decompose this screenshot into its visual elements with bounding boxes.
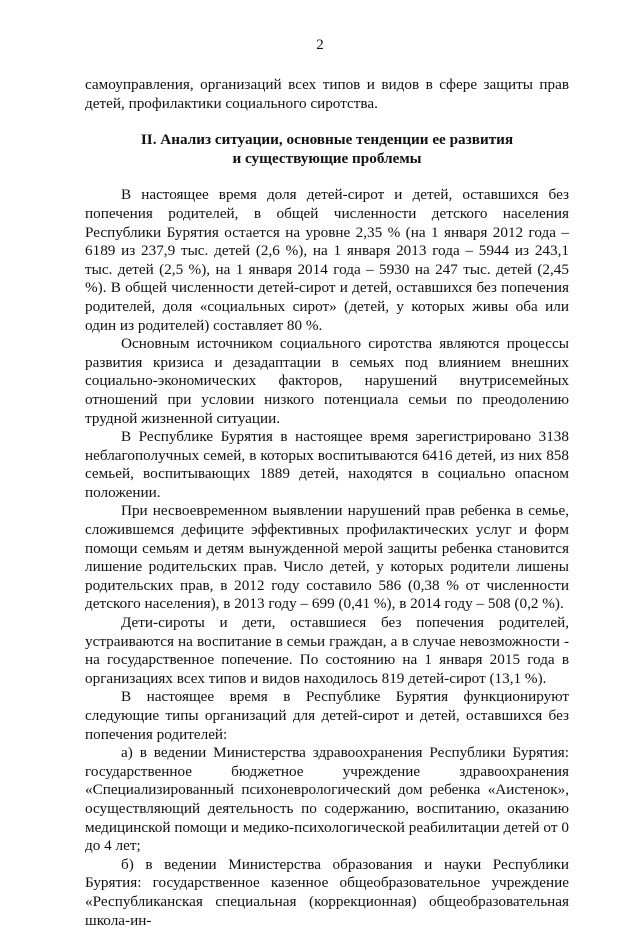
paragraph-placement: Дети-сироты и дети, оставшиеся без попечения родителей, устраиваются на воспитание в семьи граждан, а в случае невозможности - на государственное попечение. По состоянию на 1 января 2015 года в организациях всех типов и видов находилось 819 детей-сирот (13,1 %).	[85, 614, 569, 687]
section-heading-line-2: и существующие проблемы	[232, 149, 422, 167]
document-body	[85, 76, 569, 930]
paragraph-disadvantaged-families: В Республике Бурятия в настоящее время зарегистрировано 3138 неблагополучных семей, в которых воспитываются 6416 детей, из них 858 семьей, воспитывающих 1889 детей, находятся в социально опасном положении.	[85, 428, 569, 501]
paragraph-organization-types: В настоящее время в Республике Бурятия функционируют следующие типы организаций для детей-сирот и детей, оставшихся без попечения родителей:	[85, 688, 569, 743]
paragraph-social-orphanhood-source: Основным источником социального сиротства являются процессы развития кризиса и дезадаптации в семьях под влиянием внешних социально-экономических факторов, нарушений внутрисемейных отношений при условии низкого потенциала семьи по преодолению трудной жизненной ситуации.	[85, 335, 569, 427]
section-heading	[85, 131, 569, 168]
page-number: 2	[316, 37, 324, 53]
section-heading-line-1: II. Анализ ситуации, основные тенденции ее развития	[140, 131, 514, 149]
list-item-a: а) в ведении Министерства здравоохранения Республики Бурятия: государственное бюджетное учреждение здравоохранения «Специализированный психоневрологический дом ребенка «Аистенок», осуществляющий деятельность по содержанию, воспитанию, оказанию медицинской помощи и медико-психологической реабилитации детей от 0 до 4 лет;	[85, 744, 569, 855]
paragraph-orphan-statistics: В настоящее время доля детей-сирот и детей, оставшихся без попечения родителей, в общей численности детского населения Республики Бурятия остается на уровне 2,35 % (на 1 января 2012 года – 6189 из 237,9 тыс. детей (2,6 %), на 1 января 2013 года – 5944 из 243,1 тыс. детей (2,5 %), на 1 января 2014 года – 5930 на 247 тыс. детей (2,45 %). В общей численности детей-сирот и детей, оставшихся без попечения родителей, доля «социальных сирот» (детей, у которых живы оба или один из родителей) составляет 80 %.	[85, 186, 569, 334]
list-item-b: б) в ведении Министерства образования и науки Республики Бурятия: государственное казенное общеобразовательное учреждение «Республиканская специальная (коррекционная) общеобразовательная школа-ин-	[85, 855, 569, 929]
paragraph-parental-rights: При несвоевременном выявлении нарушений прав ребенка в семье, сложившемся дефиците эффективных профилактических услуг и форм помощи семьям и детям вынужденной мерой защиты ребенка становится лишение родительских прав. Число детей, у которых родители лишены родительских прав, в 2012 году составило 586 (0,38 % от численности детского населения), в 2013 году – 699 (0,41 %), в 2014 году – 508 (0,2 %).	[85, 502, 569, 613]
intro-paragraph: самоуправления, организаций всех типов и видов в сфере защиты прав детей, профилактики социального сиротства.	[85, 76, 569, 112]
